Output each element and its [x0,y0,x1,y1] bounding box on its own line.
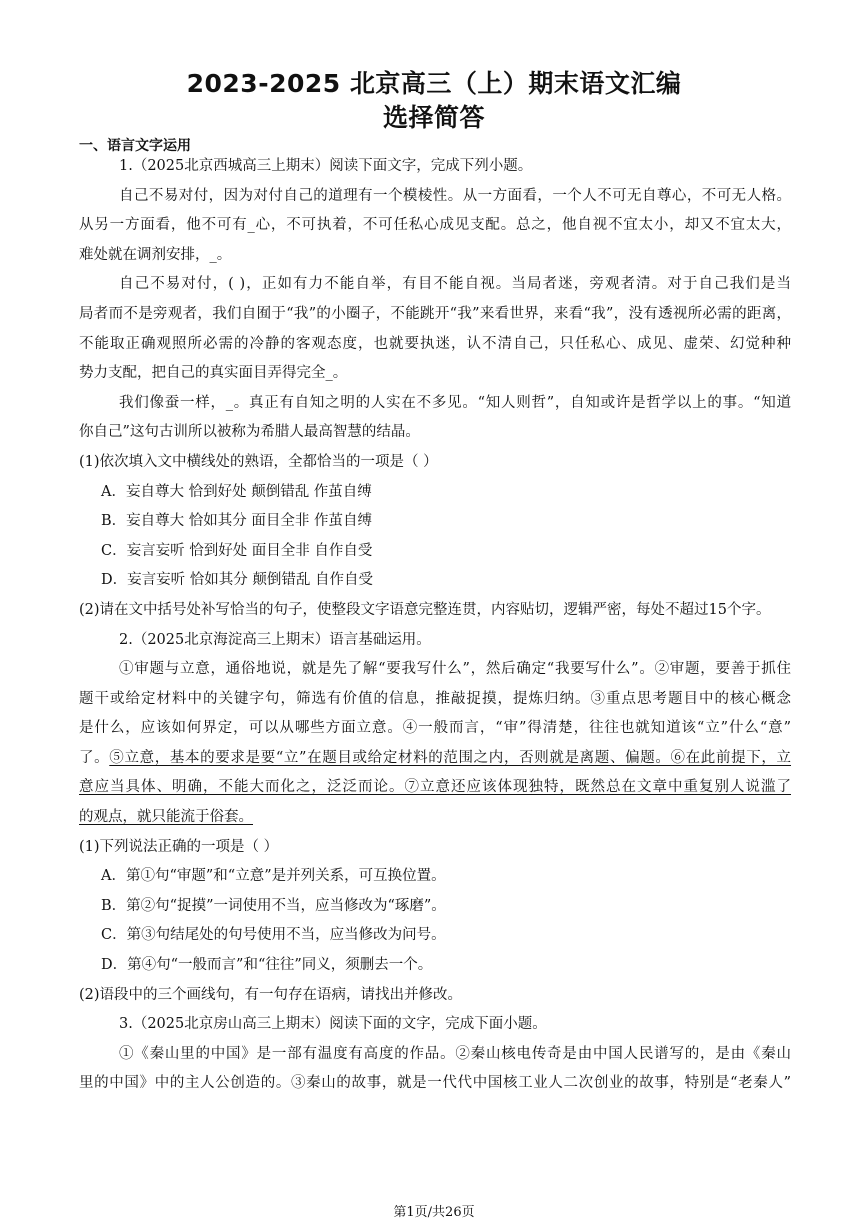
q3-para-line2: 里的中国》中的主人公创造的。③秦山的故事，就是一代代中国核工业人二次创业的故事，特别是“老秦人” [79,1075,791,1092]
q2-line4-plain: 了。 [79,749,110,766]
q2-para-line1: ①审题与立意，通俗地说，就是先了解“要我写什么”，然后确定“我要写什么”。②审题，要善于抓住 [119,661,791,678]
q3-para-line1: ①《秦山里的中国》是一部有温度有高度的作品。②秦山核电传奇是由中国人民谱写的，是由《秦山 [119,1045,791,1062]
q2-underlined-line2: 意应当具体、明确，不能大而化之，泛泛而论。⑦立意还应该体现独特，既然总在文章中重复别人说滥了 [79,779,791,796]
q1-sub1: (1)依次填入文中横线处的熟语，全都恰当的一项是（ ） [79,453,438,470]
q2-option-d: D．第④句“一般而言”和“往往”同义，须删去一个。 [101,957,433,974]
q1-para1-line2: 从另一方面看，他不可有_心，不可执着，不可任私心成见支配。总之，他自视不宜太小，却又不宜太大， [79,217,791,234]
page-number: 第1页/共26页 [393,1205,475,1220]
q2-underlined-line1: ⑤立意，基本的要求是要“立”在题目或给定材料的范围之内，否则就是离题、偏题。⑥在此前提下，立 [109,749,792,766]
q1-option-d: D．妄言妄听 恰如其分 颠倒错乱 自作自受 [101,572,373,589]
q1-para2-line3: 不能取正确观照所必需的冷静的客观态度，也就要执迷，认不清自己，只任私心、成见、虚荣、幻觉种种 [79,335,791,352]
q1-para3-line2: 你自己”这句古训所以被称为希腊人最高智慧的结晶。 [79,424,420,441]
question-2-intro: 2.（2025北京海淀高三上期末）语言基础运用。 [119,631,431,648]
q1-option-c: C．妄言妄听 恰到好处 面目全非 自作自受 [101,542,373,559]
q1-option-a: A．妄自尊大 恰到好处 颠倒错乱 作茧自缚 [101,483,372,500]
question-3-intro: 3.（2025北京房山高三上期末）阅读下面的文字，完成下面小题。 [119,1016,547,1033]
question-block [79,152,791,1099]
q1-option-b: B．妄自尊大 恰如其分 面目全非 作茧自缚 [101,513,372,530]
q2-sub2: (2)语段中的三个画线句，有一句存在语病，请找出并修改。 [79,986,463,1003]
q1-para2-line4: 势力支配，把自己的真实面目弄得完全_。 [79,365,348,382]
q2-para-line5 [79,773,791,803]
q2-para-line3: 是什么，应该如何界定，可以从哪些方面立意。④一般而言，“审”得清楚，往往也就知道该“立”什么“意” [79,720,791,737]
q2-option-a: A．第①句“审题”和“立意”是并列关系，可互换位置。 [101,868,446,885]
document-title: 2023-2025 北京高三（上）期末语文汇编 [186,69,682,98]
q2-para-line6 [79,803,791,833]
q2-underlined-line3: 的观点，就只能流于俗套。 [79,809,253,826]
q2-option-b: B．第②句“捉摸”一词使用不当，应当修改为“琢磨”。 [101,897,446,914]
q2-para-line4 [79,744,791,774]
q1-para3-line1: 我们像蚕一样，_。真正有自知之明的人实在不多见。“知人则哲”，自知或许是哲学以上的事。“知道 [119,394,791,411]
q1-para1-line3: 难处就在调剂安排，_。 [79,246,232,263]
q2-para-line2: 题干或给定材料中的关键字句，筛选有价值的信息，推敲捉摸，提炼归纳。③重点思考题目中的核心概念 [79,690,791,707]
q1-para2-line2: 局者而不是旁观者，我们自囿于“我”的小圈子，不能跳开“我”来看世界，来看“我”，没有透视所必需的距离， [79,305,791,322]
document-subtitle: 选择简答 [382,103,485,132]
q1-sub2: (2)请在文中括号处补写恰当的句子，使整段文字语意完整连贯，内容贴切，逻辑严密，每处不超过15个字。 [79,601,771,618]
section-heading: 一、语言文字运用 [79,138,191,154]
q1-para2-line1: 自己不易对付，( )，正如有力不能自举，有目不能自视。当局者迷，旁观者清。对于自己我们是当 [119,276,791,293]
q1-para1-line1: 自己不易对付，因为对付自己的道理有一个模棱性。从一方面看，一个人不可无自尊心，不可无人格。 [119,187,791,204]
q2-sub1: (1)下列说法正确的一项是（ ） [79,838,279,855]
q2-option-c: C．第③句结尾处的句号使用不当，应当修改为问号。 [101,927,446,944]
question-1-intro: 1.（2025北京西城高三上期末）阅读下面文字，完成下列小题。 [119,158,533,174]
